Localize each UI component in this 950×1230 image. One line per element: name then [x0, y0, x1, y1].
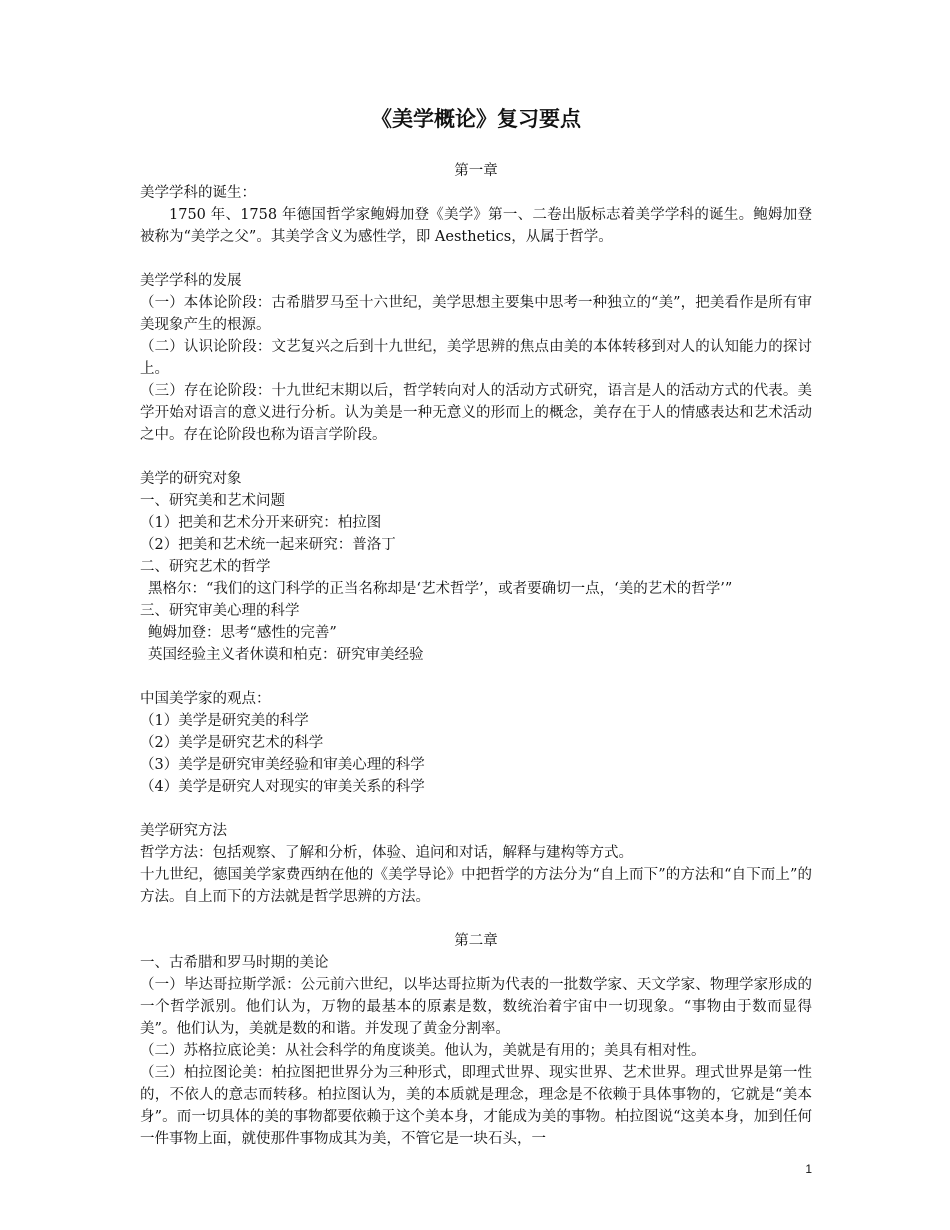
page-body — [140, 104, 812, 1150]
methods-line-2: 十九世纪，德国美学家费西纳在他的《美学导论》中把哲学的方法分为“自上而下”的方法和“自下而上”的方法。自上而下的方法就是哲学思辨的方法。 — [140, 867, 812, 905]
object-section-3a: 鲍姆加登：思考“感性的完善” — [148, 625, 337, 641]
development-heading: 美学学科的发展 — [140, 273, 242, 289]
development-stage-3: （三）存在论阶段：十九世纪末期以后，哲学转向对人的活动方式研究，语言是人的活动方式的代表。美学开始对语言的意义进行分析。认为美是一种无意义的形而上的概念，美存在于人的情感表达和艺术活动之中。存在论阶段也称为语言学阶段。 — [140, 383, 812, 443]
object-section-1a: （1）把美和艺术分开来研究：柏拉图 — [140, 515, 382, 531]
chapter-2-section-1: 一、古希腊和罗马时期的美论 — [140, 955, 329, 971]
chinese-view-1: （1）美学是研究美的科学 — [140, 713, 309, 729]
object-section-1b: （2）把美和艺术统一起来研究：普洛丁 — [140, 537, 396, 553]
object-section-2: 二、研究艺术的哲学 — [140, 559, 271, 575]
pythagoras-paragraph: （一）毕达哥拉斯学派：公元前六世纪，以毕达哥拉斯为代表的一批数学家、天文学家、物理学家形成的一个哲学派别。他们认为，万物的最基本的原素是数，数统治着宇宙中一切现象。“事物由于数而显得美”。他们认为，美就是数的和谐。并发现了黄金分割率。 — [140, 977, 812, 1037]
methods-line-1: 哲学方法：包括观察、了解和分析，体验、追问和对话，解释与建构等方式。 — [140, 845, 633, 861]
object-section-3: 三、研究审美心理的科学 — [140, 603, 300, 619]
birth-heading: 美学学科的诞生： — [140, 185, 256, 201]
spacer — [140, 248, 812, 270]
page-number: 1 — [805, 1162, 812, 1176]
methods-heading: 美学研究方法 — [140, 823, 227, 839]
birth-paragraph: 1750 年、1758 年德国哲学家鲍姆加登《美学》第一、二卷出版标志着美学学科的诞生。鲍姆加登被称为“美学之父”。其美学含义为感性学，即 Aesthetics，从属于哲学。 — [140, 207, 812, 245]
spacer — [140, 666, 812, 688]
document-title: 《美学概论》复习要点 — [371, 106, 581, 131]
development-stage-1: （一）本体论阶段：古希腊罗马至十六世纪，美学思想主要集中思考一种独立的“美”，把美看作是所有审美现象产生的根源。 — [140, 295, 812, 333]
object-section-2a: 黑格尔：“我们的这门科学的正当名称却是‘艺术哲学’，或者要确切一点，‘美的艺术的哲学’” — [148, 581, 733, 597]
object-heading: 美学的研究对象 — [140, 471, 242, 487]
chinese-view-2: （2）美学是研究艺术的科学 — [140, 735, 324, 751]
spacer — [140, 446, 812, 468]
chapter-1-heading: 第一章 — [454, 163, 498, 179]
object-section-3b: 英国经验主义者休谟和柏克：研究审美经验 — [148, 647, 424, 663]
chinese-view-3: （3）美学是研究审美经验和审美心理的科学 — [140, 757, 425, 773]
chinese-view-4: （4）美学是研究人对现实的审美关系的科学 — [140, 779, 425, 795]
spacer — [140, 908, 812, 930]
socrates-paragraph: （二）苏格拉底论美：从社会科学的角度谈美。他认为，美就是有用的；美具有相对性。 — [140, 1043, 706, 1059]
object-section-1: 一、研究美和艺术问题 — [140, 493, 285, 509]
chapter-2-heading: 第二章 — [454, 933, 498, 949]
chinese-views-heading: 中国美学家的观点： — [140, 691, 271, 707]
development-stage-2: （二）认识论阶段：文艺复兴之后到十九世纪，美学思辨的焦点由美的本体转移到对人的认知能力的探讨上。 — [140, 339, 812, 377]
spacer — [140, 798, 812, 820]
plato-paragraph: （三）柏拉图论美：柏拉图把世界分为三种形式，即理式世界、现实世界、艺术世界。理式世界是第一性的，不依人的意志而转移。柏拉图认为，美的本质就是理念，理念是不依赖于具体事物的，它就是“美本身”。而一切具体的美的事物都要依赖于这个美本身，才能成为美的事物。柏拉图说“这美本身，加到任何一件事物上面，就使那件事物成其为美，不管它是一块石头，一 — [140, 1065, 812, 1147]
